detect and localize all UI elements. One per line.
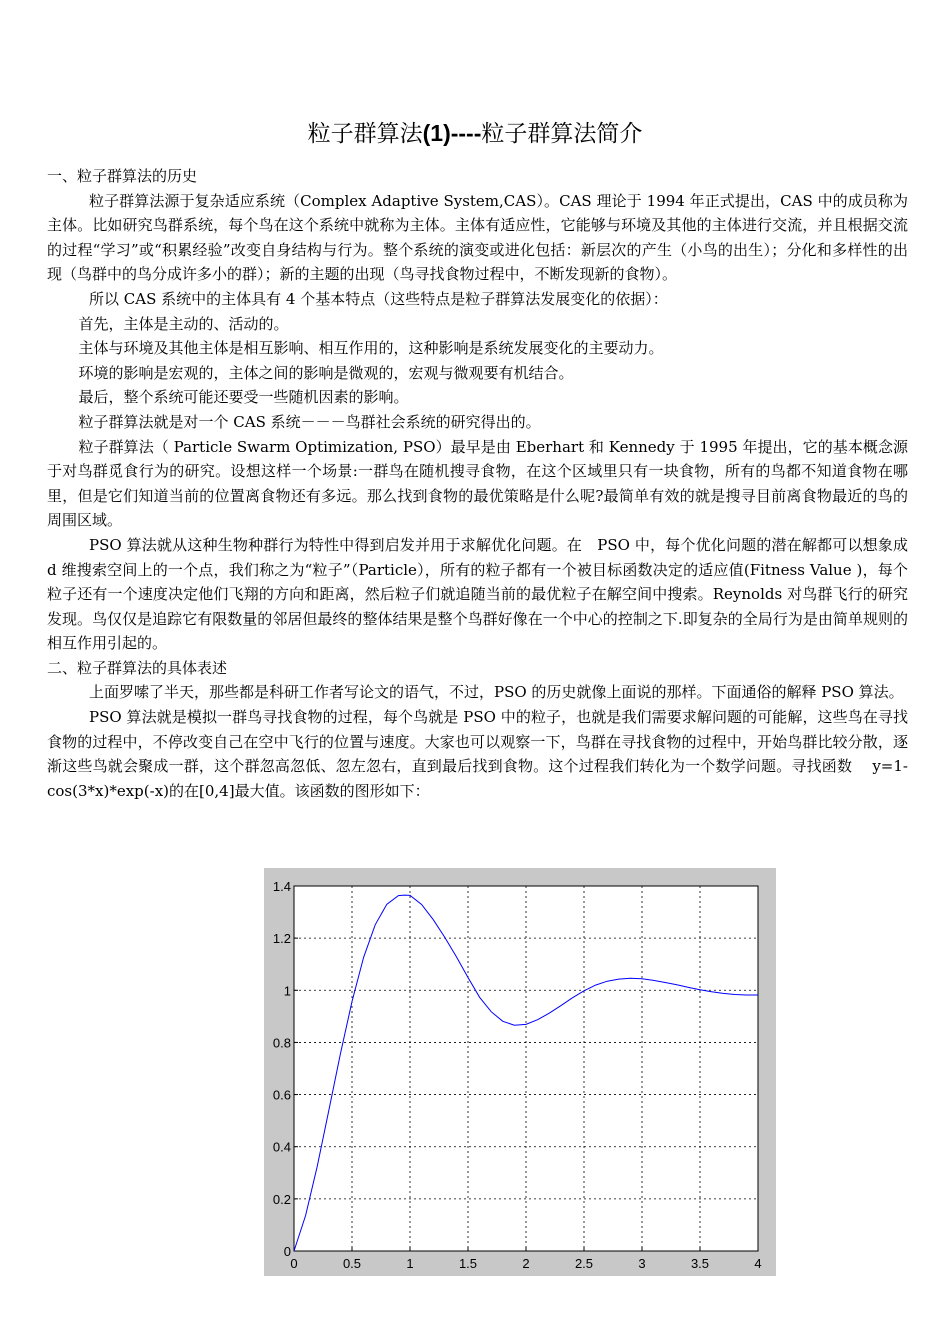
y-tick-label: 0.2 — [272, 1191, 291, 1207]
y-tick-label: 0 — [283, 1244, 291, 1259]
paragraph: 粒子群算法源于复杂适应系统（Complex Adaptive System,CAS）。CAS 理论于 1994 年正式提出，CAS 中的成员称为主体。比如研究鸟群系统，每个鸟在这个系统中就称为主体。主体有适应性，它能够与环境及其他的主体进行交流，并且根据交流的过程“学习”或“积累经验”改变自身结构与行为。整个系统的演变或进化包括：新层次的产生（小鸟的出生）；分化和多样性的出现（鸟群中的鸟分成许多小的群）；新的主题的出现（鸟寻找食物过程中，不断发现新的食物）。 — [47, 191, 908, 284]
x-tick-label: 3.5 — [690, 1256, 710, 1271]
paragraph: 粒子群算法就是对一个 CAS 系统－－－鸟群社会系统的研究得出的。 — [78, 412, 541, 431]
section-heading: 二、粒子群算法的具体表述 — [47, 658, 228, 677]
paragraph: 上面罗嗦了半天，那些都是科研工作者写论文的语气，不过，PSO 的历史就像上面说的那样。下面通俗的解释 PSO 算法。 — [89, 683, 904, 702]
body-text — [47, 164, 908, 803]
title-prefix: 粒子群算法 — [307, 121, 423, 147]
x-tick-label: 0.5 — [342, 1256, 362, 1271]
paragraph: 环境的影响是宏观的，主体之间的影响是微观的，宏观与微观要有机结合。 — [78, 363, 574, 382]
paragraph: 首先，主体是主动的、活动的。 — [78, 314, 289, 333]
x-tick-label: 2 — [522, 1256, 530, 1271]
title-number: (1)---- — [422, 120, 482, 146]
x-tick-label: 1.5 — [458, 1256, 478, 1271]
x-tick-label: 0 — [290, 1256, 298, 1271]
y-tick-label: 1 — [283, 983, 291, 999]
function-chart — [264, 868, 776, 1276]
paragraph: PSO 算法就是模拟一群鸟寻找食物的过程，每个鸟就是 PSO 中的粒子，也就是我们需要求解问题的可能解，这些鸟在寻找食物的过程中，不停改变自己在空中飞行的位置与速度。大家也可以观察一下，鸟群在寻找食物的过程中，开始鸟群比较分散，逐渐这些鸟就会聚成一群，这个群忽高忽低、忽左忽右，直到最后找到食物。这个过程我们转化为一个数学问题。寻找函数 y=1-cos(3*x)*exp(-x)的在[0,4]最大值。该函数的图形如下： — [47, 708, 908, 800]
paragraph: 主体与环境及其他主体是相互影响、相互作用的，这种影响是系统发展变化的主要动力。 — [78, 339, 664, 358]
x-tick-label: 2.5 — [574, 1256, 594, 1271]
page-title — [0, 118, 950, 149]
y-tick-label: 0.4 — [272, 1139, 291, 1155]
y-tick-label: 0.6 — [272, 1087, 291, 1103]
x-tick-label: 4 — [754, 1256, 762, 1271]
y-tick-label: 0.8 — [272, 1035, 291, 1051]
x-tick-label: 1 — [406, 1256, 414, 1271]
y-tick-label: 1.2 — [272, 931, 291, 947]
title-suffix: 粒子群算法简介 — [481, 121, 643, 147]
paragraph: PSO 算法就从这种生物种群行为特性中得到启发并用于求解优化问题。在 PSO 中，每个优化问题的潜在解都可以想象成 d 维搜索空间上的一个点，我们称之为“粒子”（Particle），所有的粒子都有一个被目标函数决定的适应值(Fitness Value )，每个粒子还有一个速度决定他们飞翔的方向和距离，然后粒子们就追随当前的最优粒子在解空间中搜索。Reynolds 对鸟群飞行的研究发现。鸟仅仅是追踪它有限数量的邻居但最终的整体结果是整个鸟群好像在一个中心的控制之下.即复杂的全局行为是由简单规则的相互作用引起的。 — [47, 535, 908, 653]
paragraph: 最后，整个系统可能还要受一些随机因素的影响。 — [78, 388, 409, 407]
chart-svg — [264, 868, 776, 1276]
section-heading: 一、粒子群算法的历史 — [47, 167, 198, 185]
paragraph: 粒子群算法（ Particle Swarm Optimization, PSO）最早是由 Eberhart 和 Kennedy 于 1995 年提出，它的基本概念源于对鸟群觅食行为的研究。设想这样一个场景:一群鸟在随机搜寻食物，在这个区域里只有一块食物，所有的鸟都不知道食物在哪里，但是它们知道当前的位置离食物还有多远。那么找到食物的最优策略是什么呢?最简单有效的就是搜寻目前离食物最近的鸟的周围区域。 — [47, 437, 908, 530]
paragraph: 所以 CAS 系统中的主体具有 4 个基本特点（这些特点是粒子群算法发展变化的依据）： — [89, 289, 668, 308]
y-tick-label: 1.4 — [272, 879, 291, 894]
x-tick-label: 3 — [638, 1256, 646, 1271]
